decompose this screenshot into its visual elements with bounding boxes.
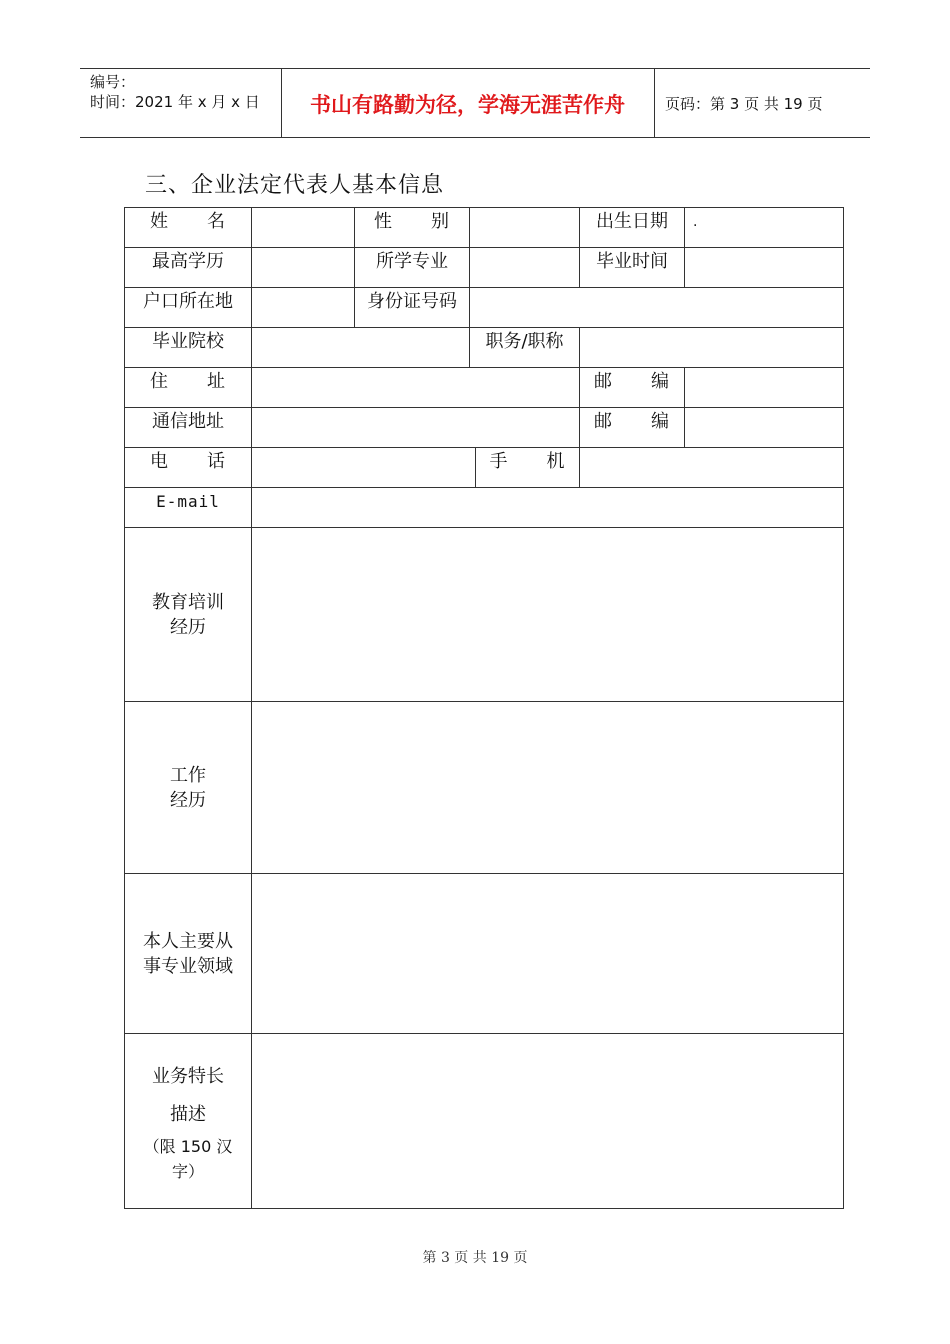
school-field[interactable] [252,328,470,368]
section-title: 三、企业法定代表人基本信息 [145,173,445,198]
mobile-field[interactable] [580,448,844,488]
hukou-label: 户口所在地 [125,288,252,328]
hukou-field[interactable] [252,288,355,328]
education-label: 最高学历 [125,248,252,288]
training-label-line2: 经历 [170,616,206,638]
position-field[interactable] [580,328,844,368]
work-label-line2: 经历 [170,789,206,811]
mail-postcode-label: 邮 编 [580,408,685,448]
field-field[interactable] [252,874,844,1034]
education-field[interactable] [252,248,355,288]
header-page-number: 页码：第 3 页 共 19 页 [665,95,823,113]
header-divider [654,69,655,137]
mail-postcode-field[interactable] [685,408,844,448]
field-label [125,874,252,1034]
address-field[interactable] [252,368,580,408]
skill-label-line3: （限 150 汉 [143,1137,233,1156]
email-label: E-mail [125,488,252,528]
address-label: 住 址 [125,368,252,408]
training-label [125,528,252,702]
training-field[interactable] [252,528,844,702]
skill-label-line1: 业务特长 [152,1066,224,1087]
graduation-time-label: 毕业时间 [580,248,685,288]
major-label: 所学专业 [355,248,470,288]
name-label: 姓 名 [125,208,252,248]
postcode-label: 邮 编 [580,368,685,408]
gender-field[interactable] [470,208,580,248]
skill-label-line4: 字） [171,1162,204,1181]
birth-date-label: 出生日期 [580,208,685,248]
phone-label: 电 话 [125,448,252,488]
graduation-time-field[interactable] [685,248,844,288]
major-field[interactable] [470,248,580,288]
skill-label [125,1034,252,1209]
postcode-field[interactable] [685,368,844,408]
phone-field[interactable] [252,448,476,488]
mail-address-label: 通信地址 [125,408,252,448]
page-footer: 第 3 页 共 19 页 [422,1250,528,1266]
school-label: 毕业院校 [125,328,252,368]
work-label-line1: 工作 [170,764,206,786]
time-label: 时间：2021 年 x 月 x 日 [90,93,260,111]
birth-date-field[interactable]: . [685,208,844,248]
header-motto: 书山有路勤为径，学海无涯苦作舟 [310,93,625,117]
field-label-line2: 事专业领域 [143,955,233,977]
legal-rep-info-table [124,207,844,1209]
email-field[interactable] [252,488,844,528]
skill-label-line2: 描述 [170,1104,206,1125]
work-label [125,702,252,874]
work-field[interactable] [252,702,844,874]
field-label-line1: 本人主要从 [143,930,233,952]
training-label-line1: 教育培训 [152,591,224,613]
mobile-label: 手 机 [476,448,580,488]
id-number-label: 身份证号码 [355,288,470,328]
skill-field[interactable] [252,1034,844,1209]
name-field[interactable] [252,208,355,248]
page-header [80,68,870,138]
id-number-field[interactable] [470,288,844,328]
position-label: 职务/职称 [470,328,580,368]
mail-address-field[interactable] [252,408,580,448]
header-meta [90,72,260,112]
gender-label: 性 别 [355,208,470,248]
number-label: 编号： [90,73,136,91]
